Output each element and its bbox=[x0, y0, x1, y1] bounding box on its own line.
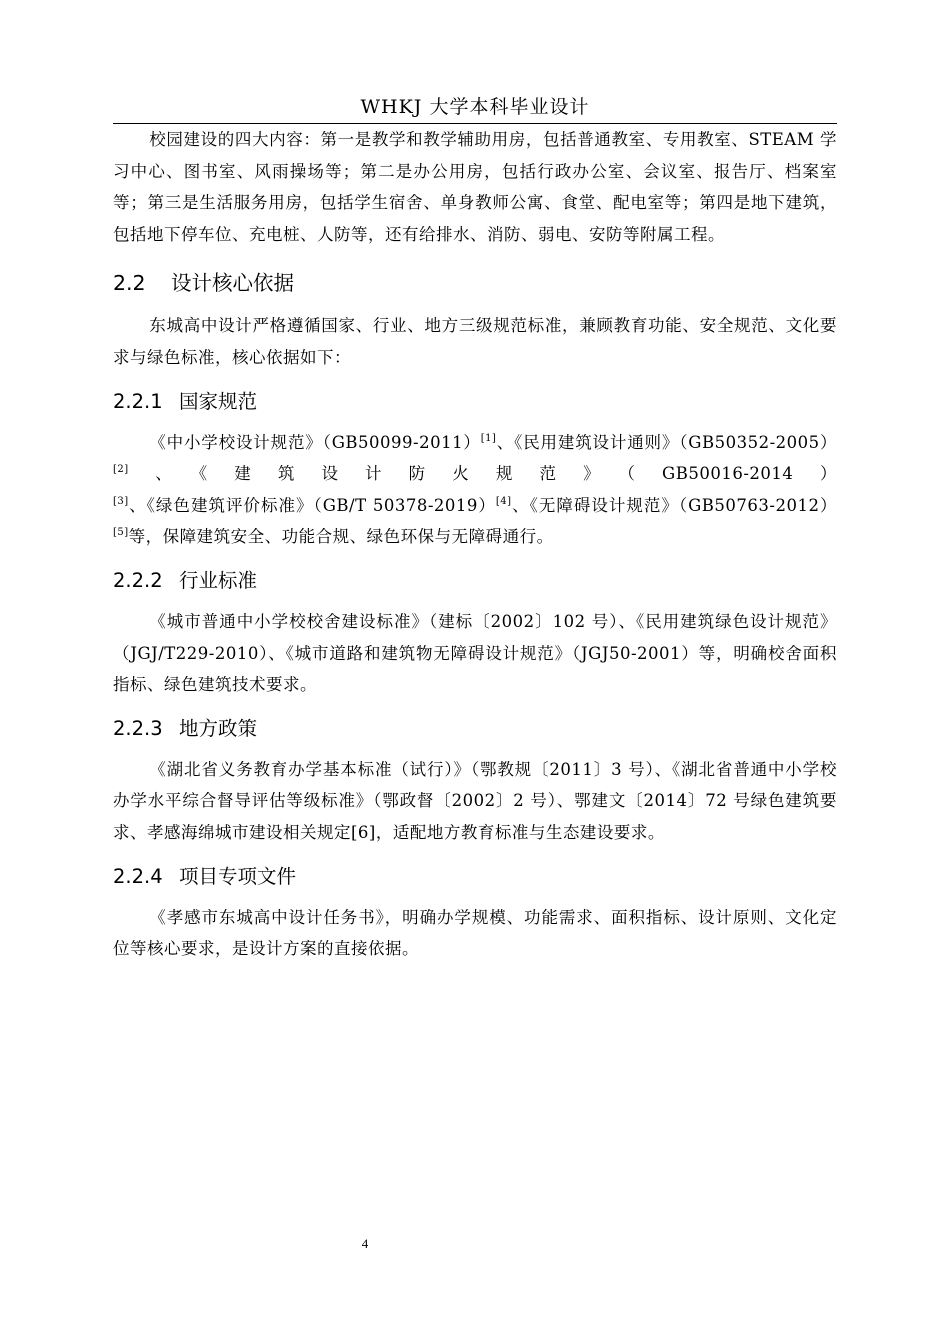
section-number: 2.2 bbox=[113, 271, 146, 296]
section-2-2-3-paragraph: 《湖北省义务教育办学基本标准（试行）》（鄂教规〔2011〕3 号）、《湖北省普通中小学校办学水平综合督导评估等级标准》（鄂政督〔2002〕2 号）、鄂建文〔2014〕72 号绿色建筑要求、孝感海绵城市建设相关规定[6]，适配地方教育标准与生态建设要求。 bbox=[113, 759, 837, 842]
section-heading-2-2-1 bbox=[113, 386, 837, 418]
citation-ref: [3] bbox=[113, 495, 129, 507]
section-title: 行业标准 bbox=[179, 568, 258, 592]
section-2-2-1-paragraph bbox=[113, 427, 837, 553]
section-heading-2-2-3 bbox=[113, 713, 837, 745]
section-title: 地方政策 bbox=[179, 716, 258, 740]
section-number: 2.2.4 bbox=[113, 864, 163, 888]
intro-paragraph: 校园建设的四大内容：第一是教学和教学辅助用房，包括普通教室、专用教室、STEAM 学习中心、图书室、风雨操场等；第二是办公用房，包括行政办公室、会议室、报告厅、档案室等；第三是生活服务用房，包括学生宿舍、单身教师公寓、食堂、配电室等；第四是地下建筑，包括地下停车位、充电桩、人防等，还有给排水、消防、弱电、安防等附属工程。 bbox=[113, 130, 837, 244]
text-run: 、《民用建筑设计通则》（GB50352-2005） bbox=[496, 432, 837, 452]
text-run: 、《绿色建筑评价标准》（GB/T 50378-2019） bbox=[128, 495, 496, 515]
section-heading-2-2-2 bbox=[113, 565, 837, 597]
section-number: 2.2.2 bbox=[113, 568, 163, 592]
text-run: 《中小学校设计规范》（GB50099-2011） bbox=[149, 432, 481, 452]
text-run: 等，保障建筑安全、功能合规、绿色环保与无障碍通行。 bbox=[128, 527, 554, 547]
section-number: 2.2.1 bbox=[113, 389, 163, 413]
page-content bbox=[113, 124, 837, 965]
text-run: 、《无障碍设计规范》（GB50763-2012） bbox=[511, 495, 837, 515]
page-number: 4 bbox=[361, 1236, 369, 1251]
section-heading-2-2-4 bbox=[113, 861, 837, 893]
citation-ref: [5] bbox=[113, 527, 129, 539]
section-heading-2-2 bbox=[113, 267, 837, 299]
section-title: 国家规范 bbox=[179, 389, 258, 413]
citation-ref: [1] bbox=[480, 432, 497, 444]
text-run: 、《建筑设计防火规范》（GB50016-2014） bbox=[128, 464, 837, 484]
citation-ref: [4] bbox=[495, 495, 512, 507]
section-number: 2.2.3 bbox=[113, 716, 163, 740]
section-2-2-2-paragraph: 《城市普通中小学校校舍建设标准》（建标〔2002〕102 号）、《民用建筑绿色设计规范》（JGJ/T229-2010）、《城市道路和建筑物无障碍设计规范》（JGJ50-2001）等，明确校舍面积指标、绿色建筑技术要求。 bbox=[113, 611, 837, 695]
section-2-2-paragraph: 东城高中设计严格遵循国家、行业、地方三级规范标准，兼顾教育功能、安全规范、文化要求与绿色标准，核心依据如下： bbox=[113, 316, 837, 367]
section-2-2-4-paragraph: 《孝感市东城高中设计任务书》，明确办学规模、功能需求、面积指标、设计原则、文化定位等核心要求，是设计方案的直接依据。 bbox=[113, 907, 837, 959]
citation-ref: [2] bbox=[113, 464, 129, 476]
page-header: WHKJ 大学本科毕业设计 bbox=[360, 96, 590, 118]
section-title: 设计核心依据 bbox=[171, 271, 294, 296]
section-title: 项目专项文件 bbox=[179, 864, 297, 888]
